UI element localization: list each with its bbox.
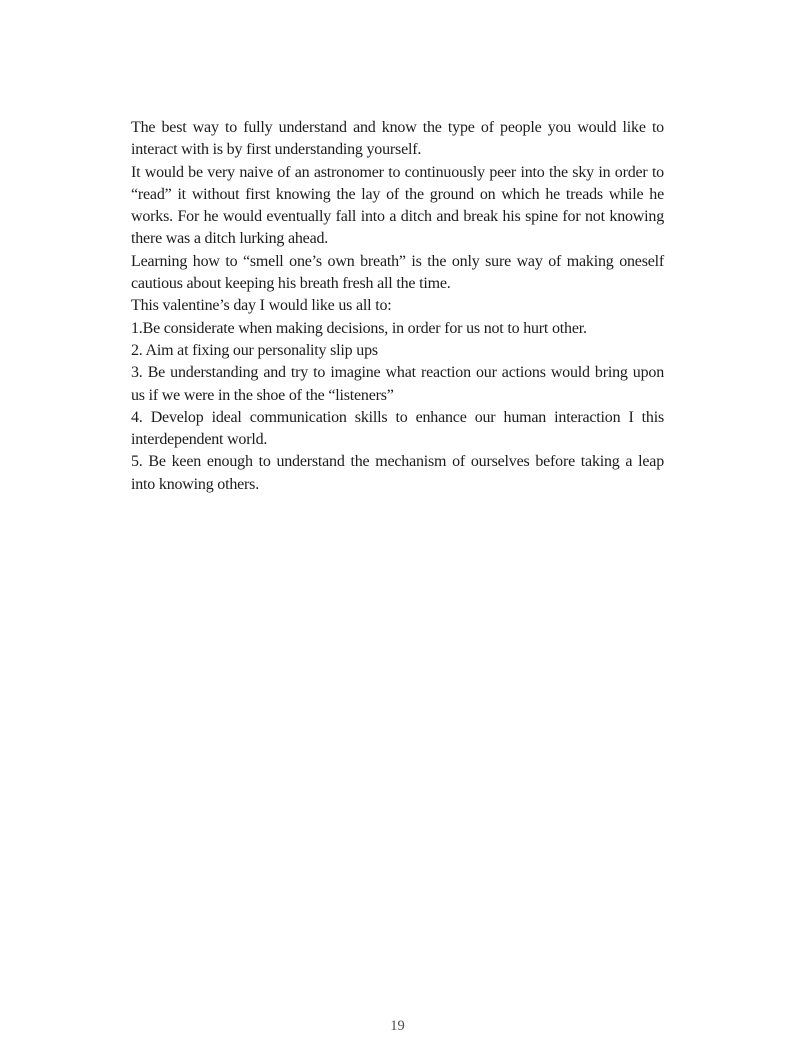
paragraph: It would be very naive of an astronomer to continuously peer into the sky in order to “read” it without first knowing the lay of the ground on which he treads while he works. For he would eventually fall into a ditch and break his spine for not knowing there was a ditch lurking ahead. [131, 163, 664, 248]
list-item: 1.Be considerate when making decisions, in order for us not to hurt other. [131, 319, 587, 337]
paragraph: This valentine’s day I would like us all to: [131, 297, 392, 315]
text-block [131, 117, 664, 496]
page-number: 19 [390, 1018, 405, 1034]
paragraph: Learning how to “smell one’s own breath” is the only sure way of making oneself cautious about keeping his breath fresh all the time. [131, 252, 664, 293]
paragraph: The best way to fully understand and know the type of people you would like to interact with is by first understanding yourself. [131, 119, 664, 159]
list-item: 3. Be understanding and try to imagine what reaction our actions would bring upon us if we were in the shoe of the “listeners” [131, 364, 664, 404]
list-item: 5. Be keen enough to understand the mechanism of ourselves before taking a leap into knowing others. [131, 453, 664, 493]
list-item: 4. Develop ideal communication skills to enhance our human interaction I this interdependent world. [131, 408, 664, 449]
list-item: 2. Aim at fixing our personality slip ups [131, 341, 378, 359]
